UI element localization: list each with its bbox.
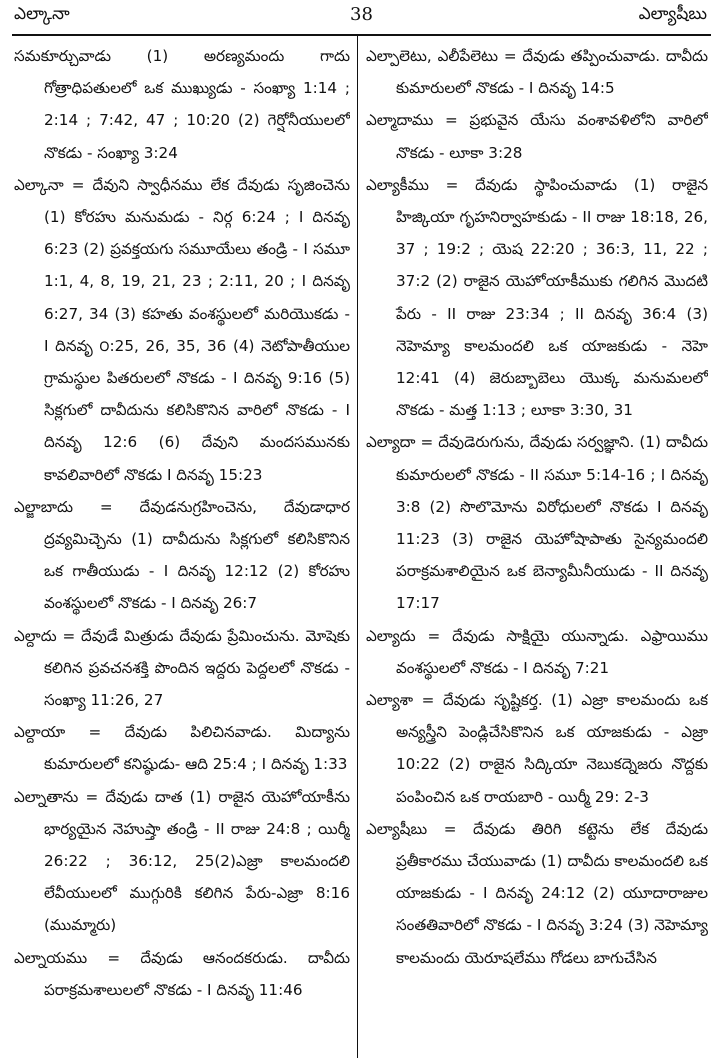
dictionary-entry: ఎల్దాయా = దేవుడు పిలిచినవాడు. మిద్యాను కుమారులలో కనిష్ఠుడు- ఆది 25:4 ; I దినవృ 1:33 xyxy=(14,723,350,774)
dictionary-entry: ఎల్జాబాదు = దేవుడనుగ్రహించెను, దేవుడాధార ద్రవ్యమిచ్చెను (1) దావీదును సిక్లగులో కలిసికొనిన ఒక గాతీయుడు - I దినవృ 12:12 (2) కోరహు వంశస్థులలో నొకడు - I దినవృ 26:7 xyxy=(14,497,350,613)
dictionary-entry: ఎల్కానా = దేవుని స్వాధీనము లేక దేవుడు సృజించెను (1) కోరహు మనుమడు - నిర్గ 6:24 ; I దినవృ 6:23 (2) ప్రవక్తయగు సమూయేలు తండ్రి - I సమూ 1:1, 4, 8, 19, 21, 23 ; 2:11, 20 ; I దినవృ 6:27, 34 (3) కహతు వంశస్థులలో మరియొకడు - I దినవృ ౦:25, 26, 35, 36 (4) నెటోపాతీయుల గ్రామస్థుల పితరులలో నొకడు - I దినవృ 9:16 (5) సిక్లగులో దావీదును కలిసికొనిన వారిలో నొకడు - I దినవృ 12:6 (6) దేవుని మందసమునకు కావలివారిలో నొకడు I దినవృ 15:23 xyxy=(14,175,350,484)
dictionary-entry: ఎల్నాతాను = దేవుడు దాత (1) రాజైన యెహోయాకీను భార్యయైన నెహుష్తా తండ్రి - II రాజు 24:8 ; యిర్మీ 26:22 ; 36:12, 25(2)ఎజ్రా కాలమందలి లేవీయులలో ముగ్గురికి కలిగిన పేరు-ఎజ్రా 8:16 (ముమ్మారు) xyxy=(14,787,350,935)
header-rule xyxy=(12,34,711,36)
dictionary-entry: ఎల్యాషీబు = దేవుడు తిరిగి కట్టెను లేక దేవుడు ప్రతీకారము చేయువాడు (1) దావీదు కాలమందలి ఒక యాజకుడు - I దినవృ 24:12 (2) యూదారాజుల సంతతివారిలో నొకడు - I దినవృ 3:24 (3) నెహెమ్యా కాలమందు యెరూషలేము గోడలు బాగుచేసిన xyxy=(366,819,708,967)
dictionary-entry: ఎల్యాదా = దేవుడెరుగును, దేవుడు సర్వజ్ఞాని. (1) దావీదు కుమారులలో నొకడు - II సమూ 5:14-16 ; I దినవృ 3:8 (2) సొలొమోను విరోధులలో నొకడు I దినవృ 11:23 (3) రాజైన యెహోషాపాతు సైన్యమందలి పరాక్రమశాలియైన ఒక బెన్యామీనీయుడు - II దినవృ 17:17 xyxy=(366,433,708,613)
dictionary-entry: సమకూర్చువాడు (1) అరణ్యమందు గాదు గోత్రాధిపతులలో ఒక ముఖ్యుడు - సంఖ్యా 1:14 ; 2:14 ; 7:42, 47 ; 10:20 (2) గెర్షోనీయులలో నొకడు - సంఖ్యా 3:24 xyxy=(14,47,350,162)
column-divider xyxy=(357,36,358,1058)
dictionary-entry: ఎల్దాదు = దేవుడే మిత్రుడు దేవుడు ప్రేమించును. మోషెకు కలిగిన ప్రవచనశక్తి పొందిన ఇద్దరు పెద్దలలో నొకడు - సంఖ్యా 11:26, 27 xyxy=(14,626,350,710)
left-column xyxy=(14,40,350,1058)
header-right-guide-word: ఎల్యాషీబు xyxy=(638,4,707,24)
header-left-guide-word: ఎల్కానా xyxy=(14,4,70,24)
dictionary-entry: ఎల్యాదు = దేవుడు సాక్షియై యున్నాడు. ఎఫ్రాయిము వంశస్థులలో నొకడు - I దినవృ 7:21 xyxy=(366,626,708,677)
dictionary-entry: ఎల్మాదాము = ప్రభువైన యేసు వంశావళిలోని వారిలో నొకడు - లూకా 3:28 xyxy=(366,111,708,162)
dictionary-entry: ఎల్పాలెటు, ఎలీపేలెటు = దేవుడు తప్పించువాడు. దావీదు కుమారులలో నొకడు - I దినవృ 14:5 xyxy=(366,47,708,98)
page-header xyxy=(0,0,723,34)
dictionary-entry: ఎల్యాశా = దేవుడు సృష్టికర్త. (1) ఎజ్రా కాలమందు ఒక అన్యస్త్రీని పెండ్లిచేసికొనిన ఒక యాజకుడు - ఎజ్రా 10:22 (2) రాజైన సిద్కియా నెబుకద్నెజరు నొద్దకు పంపించిన ఒక రాయబారి - యిర్మీ 29: 2-3 xyxy=(366,691,708,806)
right-column xyxy=(366,40,708,1058)
dictionary-entry: ఎల్యాకీము = దేవుడు స్థాపించువాడు (1) రాజైన హిజ్కియా గృహనిర్వాహకుడు - II రాజు 18:18, 26, 37 ; 19:2 ; యెష 22:20 ; 36:3, 11, 22 ; 37:2 (2) రాజైన యెహోయాకీముకు గలిగిన మొదటి పేరు - II రాజు 23:34 ; II దినవృ 36:4 (3) నెహెమ్యా కాలమందలి ఒక యాజకుడు - నెహె 12:41 (4) జెరుబ్బాబెలు యొక్క మనుమలలో నొకడు - మత్త 1:13 ; లూకా 3:30, 31 xyxy=(366,175,708,420)
dictionary-entry: ఎల్నాయము = దేవుడు ఆనందకరుడు. దావీదు పరాక్రమశాలులలో నొకడు - I దినవృ 11:46 xyxy=(14,948,350,999)
page-number: 38 xyxy=(350,4,373,25)
